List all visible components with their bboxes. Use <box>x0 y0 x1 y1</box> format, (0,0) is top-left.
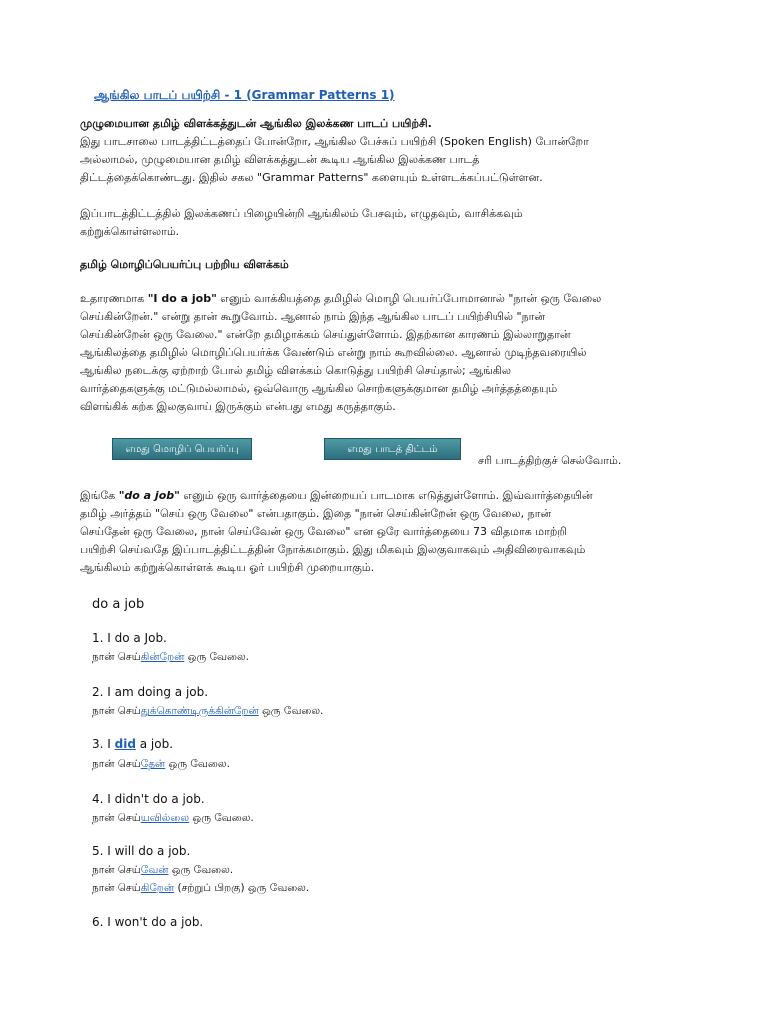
example-2-link[interactable]: துக்கொண்டிருக்கின்றேன் <box>140 705 259 717</box>
section-heading: தமிழ் மொழிப்பெயர்ப்பு பற்றிய விளக்கம் <box>80 258 289 271</box>
example-4-sentence: 4. I didn't do a job. <box>92 792 205 806</box>
paragraph-4-line-3: செய்தேன் ஒரு வேலை, நான் செய்வேன் ஒரு வேலை" என ஒரே வார்த்தையை 73 விதமாக மாற்றி <box>80 525 567 538</box>
page-title-link[interactable]: ஆங்கில பாடப் பயிற்சி - 1 (Grammar Patterns 1) <box>94 88 395 102</box>
paragraph-4 <box>80 487 680 577</box>
paragraph-2 <box>80 205 680 241</box>
paragraph-3-line-7: விளங்கிக் கற்க இலகுவாய் இருக்கும் என்பது எமது கருத்தாகும். <box>80 400 396 413</box>
example-5-translation-2: நான் செய்கிறேன் (சற்றுப் பிறகு) ஒரு வேலை. <box>92 882 310 894</box>
example-3-link[interactable]: தேன் <box>140 758 166 770</box>
goto-lesson-text: சரி பாடத்திற்குச் செல்வோம். <box>478 454 622 467</box>
our-translation-button[interactable]: எமது மொழிப் பெயர்ப்பு <box>112 438 252 460</box>
intro-line-1: முழுமையான தமிழ் விளக்கத்துடன் ஆங்கில இலக்கண பாடப் பயிற்சி. <box>80 117 432 130</box>
example-4-translation: நான் செய்யவில்லை ஒரு வேலை. <box>92 812 254 824</box>
example-3-translation: நான் செய்தேன் ஒரு வேலை. <box>92 758 230 770</box>
paragraph-3 <box>80 290 680 416</box>
paragraph-4-line-4: பயிற்சி செய்வதே இப்பாடத்திட்டத்தின் நோக்கமாகும். இது மிகவும் இலகுவாகவும் அதிவிரைவாகவும் <box>80 543 586 556</box>
example-5-sentence: 5. I will do a job. <box>92 844 191 858</box>
intro-line-4: திட்டத்தைக்கொண்டது. இதில் சகல "Grammar Patterns" களையும் உள்ளடக்கப்பட்டுள்ளன. <box>80 171 543 184</box>
paragraph-2-line-2: கற்றுக்கொள்ளலாம். <box>80 225 180 238</box>
paragraph-3-line-6: வார்த்தைகளுக்கு மட்டுமல்லாமல், ஒவ்வொரு ஆங்கில சொற்களுக்குமான தமிழ் அர்த்தத்தையும் <box>80 382 558 395</box>
example-5-link-1[interactable]: வேன் <box>140 864 169 876</box>
our-syllabus-button[interactable]: எமது பாடத் திட்டம் <box>324 438 461 460</box>
example-2-sentence: 2. I am doing a job. <box>92 685 209 699</box>
paragraph-4-line-2: தமிழ் அர்த்தம் "செய் ஒரு வேலை" என்பதாகும். இதை "நான் செய்கின்றேன் ஒரு வேலை, நான் <box>80 507 552 520</box>
intro-line-2: இது பாடசாலை பாடத்திட்டத்தைப் போன்றோ, ஆங்கில பேச்சுப் பயிற்சி (Spoken English) போன்றோ <box>80 135 589 148</box>
example-1-link[interactable]: கின்றேன் <box>140 651 185 663</box>
example-3-did-link[interactable]: did <box>114 737 136 751</box>
example-5-translation-1: நான் செய்வேன் ஒரு வேலை. <box>92 864 234 876</box>
paragraph-2-line-1: இப்பாடத்திட்டத்தில் இலக்கணப் பிழையின்றி ஆங்கிலம் பேசவும், எழுதவும், வாசிக்கவும் <box>80 207 523 220</box>
paragraph-4-line-1: இங்கே "do a job" எனும் ஒரு வார்த்தையை இன்றையப் பாடமாக எடுத்துள்ளோம். இவ்வார்த்தையின் <box>80 489 593 502</box>
paragraph-3-line-2: செய்கின்றேன்." என்று தான் கூறுவோம். ஆனால் நாம் இந்த ஆங்கில பாடப் பயிற்சியில் "நான் <box>80 310 546 323</box>
example-3-sentence: 3. I did a job. <box>92 737 174 751</box>
example-1-translation: நான் செய்கின்றேன் ஒரு வேலை. <box>92 651 250 663</box>
paragraph-3-line-3: செய்கின்றேன் ஒரு வேலை." என்றே தமிழாக்கம் செய்துள்ளோம். இதற்கான காரணம் இல்லாறுதான் <box>80 328 571 341</box>
example-4-link[interactable]: யவில்லை <box>140 812 190 824</box>
example-5-link-2[interactable]: கிறேன் <box>140 882 175 894</box>
paragraph-4-line-5: ஆங்கிலம் கற்றுக்கொள்ளக் கூடிய ஓர் பயிற்சி முறையாகும். <box>80 561 375 574</box>
paragraph-3-line-5: ஆங்கில நடைக்கு ஏற்றாற் போல் தமிழ் விளக்கம் கொடுத்து பயிற்சி செய்தால்; ஆங்கில <box>80 364 511 377</box>
example-1-sentence: 1. I do a Job. <box>92 631 167 645</box>
example-2-translation: நான் செய்துக்கொண்டிருக்கின்றேன் ஒரு வேலை. <box>92 705 324 717</box>
intro-paragraph <box>80 115 680 187</box>
paragraph-3-line-1: உதாரணமாக "I do a job" எனும் வாக்கியத்தை தமிழில் மொழி பெயர்ப்போமானால் "நான் ஒரு வேலை <box>80 292 602 305</box>
lesson-word: do a job <box>92 597 145 612</box>
intro-line-3: அல்லாமல், முழுமையான தமிழ் விளக்கத்துடன் கூடிய ஆங்கில இலக்கண பாடத் <box>80 153 480 166</box>
paragraph-3-line-4: ஆங்கிலத்தை தமிழில் மொழிப்பெயர்க்க வேண்டும் என்று நாம் கூறவில்லை. ஆனால் முடிந்தவரையில் <box>80 346 587 359</box>
example-6-sentence: 6. I won't do a job. <box>92 915 204 929</box>
